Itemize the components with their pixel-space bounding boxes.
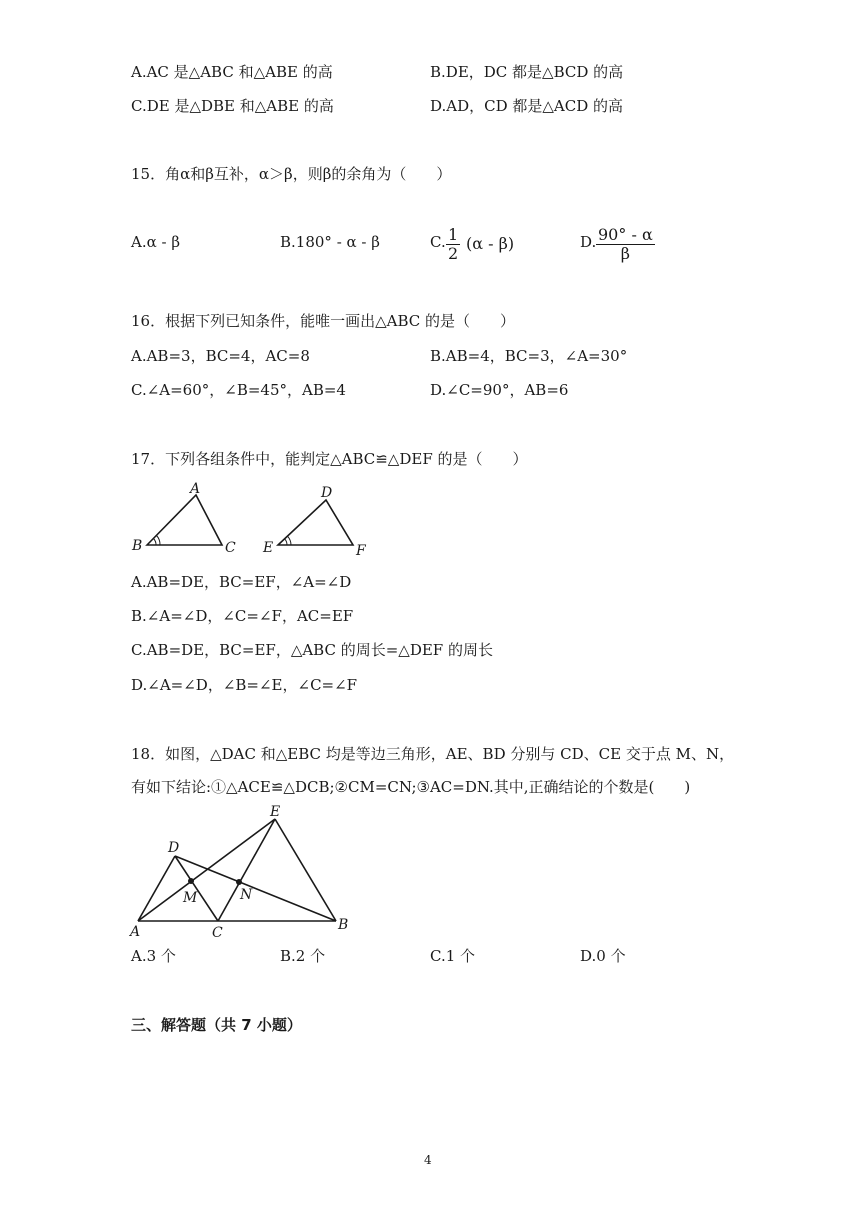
fraction-denominator: β	[620, 244, 630, 263]
q14-option-b: B.DE，DC 都是△BCD 的高	[430, 63, 624, 81]
q18-option-a: A.3 个	[131, 947, 176, 965]
fraction-numerator: 1	[448, 225, 459, 244]
q14-option-a: A.AC 是△ABC 和△ABE 的高	[131, 63, 333, 81]
fraction-denominator: 2	[448, 244, 459, 263]
q17-stem: 17．下列各组条件中，能判定△ABC≌△DEF 的是（ ）	[131, 450, 528, 468]
q15-option-a: A.α - β	[131, 233, 181, 251]
q16-stem: 16．根据下列已知条件，能唯一画出△ABC 的是（ ）	[131, 312, 516, 330]
q15-stem: 15．角α和β互补，α＞β，则β的余角为（ ）	[131, 165, 452, 183]
point-n	[236, 879, 242, 885]
section-heading: 三、解答题（共 7 小题）	[131, 1016, 302, 1034]
q16-option-b: B.AB=4，BC=3，∠A=30°	[430, 347, 628, 365]
label-n: N	[240, 887, 253, 903]
q15-option-b: B.180° - α - β	[280, 233, 380, 251]
q18-stem-line2: 有如下结论:①△ACE≌△DCB;②CM=CN;③AC=DN.其中,正确结论的个数是( )	[131, 778, 691, 796]
q17-option-a: A.AB=DE，BC=EF，∠A=∠D	[131, 573, 352, 591]
label-e: E	[270, 804, 281, 820]
label-m: M	[183, 890, 198, 906]
q15-option-c-fraction	[446, 226, 460, 263]
q15-option-d-fraction	[596, 226, 655, 263]
q16-option-a: A.AB=3，BC=4，AC=8	[131, 347, 310, 365]
q15-option-c-prefix: C.	[430, 233, 446, 251]
q18-stem-line1: 18．如图，△DAC 和△EBC 均是等边三角形，AE、BD 分别与 CD、CE 交于点 M、N，	[131, 745, 735, 763]
q17-option-b: B.∠A=∠D，∠C=∠F，AC=EF	[131, 607, 354, 625]
q16-option-c: C.∠A=60°，∠B=45°，AB=4	[131, 381, 346, 399]
label-c: C	[225, 540, 236, 556]
page-number: 4	[424, 1153, 432, 1167]
label-d: D	[168, 840, 180, 856]
q18-equilateral-figure	[128, 800, 368, 940]
label-b: B	[132, 538, 143, 554]
triangle-def	[262, 485, 367, 559]
q14-option-d: D.AD，CD 都是△ACD 的高	[430, 97, 624, 115]
label-f: F	[356, 543, 366, 559]
label-d: D	[321, 485, 333, 501]
q15-option-d-prefix: D.	[580, 233, 597, 251]
fraction-numerator: 90° - α	[598, 225, 653, 244]
q17-option-d: D.∠A=∠D，∠B=∠E，∠C=∠F	[131, 676, 358, 694]
label-b: B	[338, 917, 349, 933]
label-e: E	[263, 540, 274, 556]
point-m	[188, 878, 194, 884]
q17-option-c: C.AB=DE，BC=EF，△ABC 的周长=△DEF 的周长	[131, 641, 493, 659]
q18-option-b: B.2 个	[280, 947, 326, 965]
q16-option-d: D.∠C=90°，AB=6	[430, 381, 569, 399]
q17-triangles-figure	[128, 480, 378, 560]
q14-option-c: C.DE 是△DBE 和△ABE 的高	[131, 97, 334, 115]
q18-option-c: C.1 个	[430, 947, 476, 965]
q15-option-c-rest: (α - β)	[466, 234, 515, 253]
label-a: A	[130, 924, 141, 940]
triangle-abc	[131, 481, 236, 556]
q18-option-d: D.0 个	[580, 947, 626, 965]
label-a: A	[190, 481, 201, 497]
label-c: C	[212, 925, 223, 940]
